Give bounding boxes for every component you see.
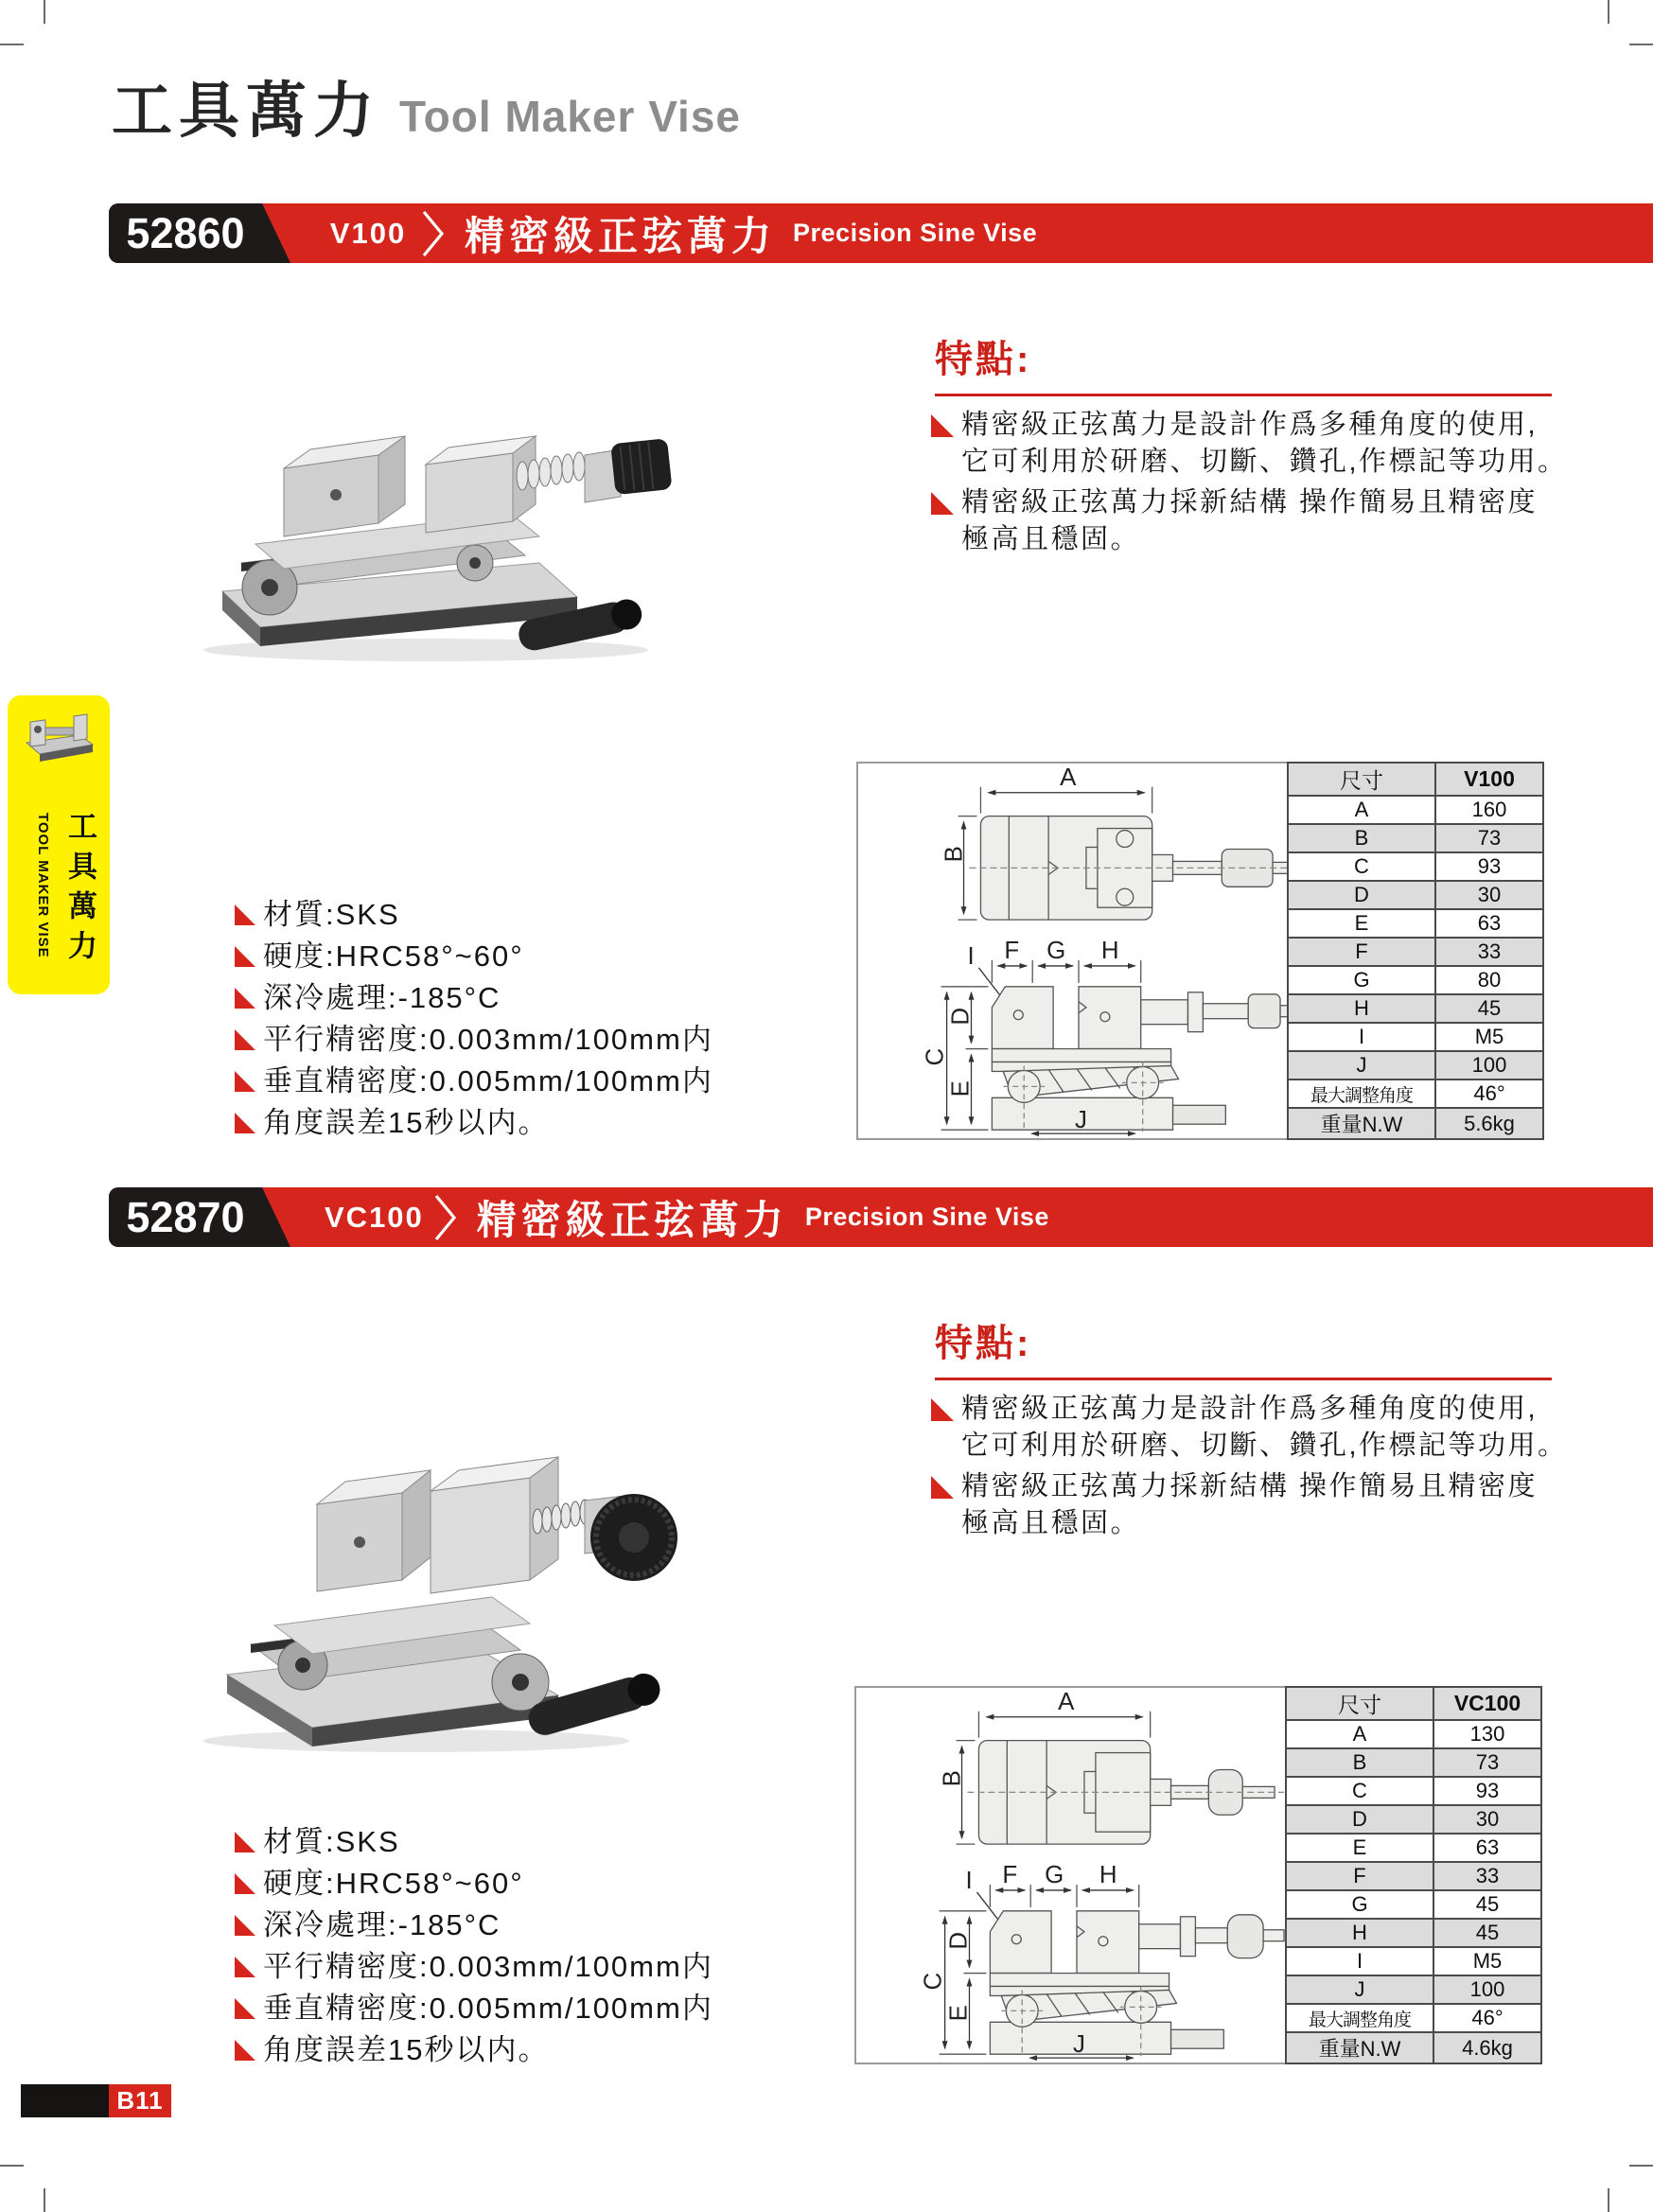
- feature-line: 精密級正弦萬力採新結構 操作簡易且精密度: [961, 1471, 1539, 1501]
- features-list: [931, 407, 1631, 562]
- table-row: [1288, 909, 1543, 938]
- banner-title-zh: 精密級正弦萬力: [476, 1197, 788, 1242]
- table-row: [1286, 2032, 1541, 2063]
- spec-text: 角度誤差15秒以内。: [263, 1106, 550, 1139]
- table-row: [1286, 1947, 1541, 1975]
- dim-label-h: H: [1100, 937, 1119, 964]
- spec-item: [235, 1065, 859, 1097]
- dim-cell: 最大調整角度: [1288, 1080, 1435, 1108]
- table-row: [1288, 852, 1543, 881]
- dim-cell: 重量N.W: [1286, 2032, 1433, 2063]
- product-photo-52860: [142, 279, 672, 667]
- spec-item: [235, 1993, 859, 2025]
- product-code-tag: 52860: [109, 203, 262, 263]
- triangle-bullet-icon: [235, 2040, 255, 2061]
- dim-label-a: A: [1060, 764, 1077, 791]
- feature-item: [931, 484, 1631, 558]
- spec-item: [235, 982, 859, 1014]
- feature-line: 精密級正弦萬力是設計作爲多種角度的使用,: [961, 410, 1539, 440]
- technical-drawing-v100: [860, 764, 1292, 1138]
- dim-label-c: C: [920, 1972, 947, 1991]
- product-code-tag: 52870: [109, 1187, 262, 1247]
- model-label: V100: [329, 216, 407, 250]
- dim-cell: C: [1288, 852, 1435, 881]
- dim-cell: F: [1286, 1862, 1433, 1890]
- crop-mark: [0, 44, 24, 45]
- triangle-bullet-icon: [931, 1476, 954, 1499]
- dim-cell: F: [1288, 938, 1435, 966]
- table-row: [1288, 1108, 1543, 1139]
- table-row: [1288, 796, 1543, 824]
- triangle-bullet-icon: [235, 1957, 255, 1977]
- val-cell: 45: [1433, 1919, 1541, 1947]
- features-heading: 特點:: [935, 339, 1032, 380]
- triangle-bullet-icon: [235, 946, 255, 967]
- chapter-tab-vise-icon: [21, 707, 97, 765]
- dim-cell: B: [1286, 1748, 1433, 1777]
- val-cell: 46°: [1435, 1080, 1543, 1108]
- page-title-en: Tool Maker Vise: [399, 92, 741, 141]
- diagram-box-v100: [856, 762, 1544, 1140]
- dim-cell: E: [1288, 909, 1435, 938]
- dim-label-f: F: [1002, 1861, 1018, 1888]
- chevron-divider-icon: [421, 210, 446, 257]
- spec-item: [235, 1951, 859, 1983]
- spec-item: [235, 2034, 859, 2066]
- table-row: [1288, 881, 1543, 909]
- dim-cell: I: [1288, 1023, 1435, 1051]
- dim-cell: 最大調整角度: [1286, 2004, 1433, 2032]
- dim-cell: A: [1288, 796, 1435, 824]
- triangle-bullet-icon: [931, 414, 954, 437]
- spec-item: [235, 899, 859, 931]
- product-banner-52870: [109, 1187, 1653, 1247]
- dim-label-e: E: [947, 1080, 975, 1097]
- spec-list-52860: [235, 899, 859, 1149]
- features-underline: [935, 1378, 1552, 1380]
- page-number-badge: B11: [109, 2084, 171, 2117]
- table-row: [1286, 1720, 1541, 1748]
- crop-mark: [0, 2165, 24, 2167]
- val-cell: 93: [1433, 1777, 1541, 1805]
- spec-item: [235, 940, 859, 973]
- feature-item: [931, 407, 1631, 481]
- dim-cell: G: [1288, 966, 1435, 994]
- table-row: [1286, 1777, 1541, 1805]
- crop-mark: [1608, 0, 1609, 24]
- banner-title-en: Precision Sine Vise: [793, 219, 1038, 247]
- diagram-box-vc100: [854, 1686, 1542, 2064]
- feature-item: [931, 1468, 1631, 1542]
- spec-text: 材質:SKS: [263, 1825, 400, 1858]
- spec-item: [235, 1868, 859, 1900]
- val-cell: M5: [1435, 1023, 1543, 1051]
- val-cell: V100: [1435, 763, 1543, 796]
- crop-mark: [1608, 2188, 1609, 2212]
- dim-label-e: E: [945, 2005, 973, 2022]
- val-cell: 5.6kg: [1435, 1108, 1543, 1139]
- dimensions-table-vc100: [1285, 1686, 1542, 2064]
- val-cell: 100: [1433, 1975, 1541, 2004]
- dim-label-b: B: [941, 846, 968, 863]
- dim-label-c: C: [922, 1047, 949, 1066]
- dim-label-j: J: [1075, 1107, 1087, 1134]
- triangle-bullet-icon: [235, 988, 255, 1009]
- product-banner-52860: [109, 203, 1653, 263]
- dim-label-i: I: [965, 1867, 973, 1894]
- dim-cell: 尺寸: [1288, 763, 1435, 796]
- val-cell: 33: [1433, 1862, 1541, 1890]
- triangle-bullet-icon: [235, 1832, 255, 1852]
- dim-cell: 重量N.W: [1288, 1108, 1435, 1139]
- dim-label-i: I: [967, 942, 975, 970]
- chapter-tab-label-zh: 工具萬力: [63, 811, 97, 970]
- table-row: [1286, 1748, 1541, 1777]
- dim-cell: D: [1286, 1805, 1433, 1834]
- spec-text: 垂直精密度:0.005mm/100mm内: [263, 1992, 713, 2025]
- dim-cell: 尺寸: [1286, 1687, 1433, 1720]
- feature-line: 它可利用於研磨、切斷、鑽孔,作標記等功用。: [961, 447, 1568, 477]
- dim-label-h: H: [1099, 1861, 1117, 1888]
- dim-cell: J: [1288, 1051, 1435, 1080]
- dim-label-b: B: [939, 1770, 966, 1787]
- feature-line: 它可利用於研磨、切斷、鑽孔,作標記等功用。: [961, 1431, 1568, 1461]
- spec-item: [235, 1909, 859, 1941]
- dim-label-d: D: [947, 1007, 975, 1026]
- val-cell: 46°: [1433, 2004, 1541, 2032]
- val-cell: 30: [1435, 881, 1543, 909]
- val-cell: 45: [1435, 994, 1543, 1023]
- spec-text: 平行精密度:0.003mm/100mm内: [263, 1950, 713, 1983]
- feature-item: [931, 1391, 1631, 1465]
- chapter-tab-tool-maker-vise: [8, 695, 110, 994]
- feature-line: 精密級正弦萬力是設計作爲多種角度的使用,: [961, 1394, 1539, 1424]
- dim-label-j: J: [1073, 2031, 1085, 2059]
- table-row: [1286, 1975, 1541, 2004]
- triangle-bullet-icon: [235, 1029, 255, 1050]
- footer-black-bar: [21, 2084, 109, 2117]
- crop-mark: [44, 2188, 45, 2212]
- table-row: [1288, 966, 1543, 994]
- banner-title-en: Precision Sine Vise: [804, 1203, 1049, 1231]
- features-underline: [935, 394, 1552, 396]
- val-cell: 63: [1433, 1834, 1541, 1862]
- triangle-bullet-icon: [235, 1873, 255, 1894]
- crop-mark: [1629, 44, 1653, 45]
- spec-text: 平行精密度:0.003mm/100mm内: [263, 1023, 713, 1056]
- technical-drawing-vc100: [858, 1688, 1290, 2063]
- table-row: [1288, 824, 1543, 852]
- banner-title-zh: 精密級正弦萬力: [465, 213, 777, 258]
- dim-cell: B: [1288, 824, 1435, 852]
- table-row: [1288, 994, 1543, 1023]
- triangle-bullet-icon: [235, 1915, 255, 1936]
- val-cell: 33: [1435, 938, 1543, 966]
- table-header-row: [1286, 1687, 1541, 1720]
- table-row: [1286, 1805, 1541, 1834]
- crop-mark: [1629, 2165, 1653, 2167]
- chevron-divider-icon: [433, 1194, 458, 1241]
- dim-cell: H: [1286, 1919, 1433, 1947]
- model-label: VC100: [325, 1200, 424, 1234]
- val-cell: 160: [1435, 796, 1543, 824]
- chapter-tab-label-en: TOOL MAKER VISE: [35, 813, 51, 958]
- table-header-row: [1288, 763, 1543, 796]
- spec-item: [235, 1024, 859, 1056]
- spec-text: 深冷處理:-185°C: [263, 981, 501, 1014]
- dim-label-a: A: [1058, 1688, 1075, 1715]
- dim-cell: J: [1286, 1975, 1433, 2004]
- features-heading: 特點:: [935, 1323, 1032, 1364]
- triangle-bullet-icon: [235, 904, 255, 925]
- val-cell: 93: [1435, 852, 1543, 881]
- dim-cell: G: [1286, 1890, 1433, 1919]
- table-row: [1288, 938, 1543, 966]
- dim-label-d: D: [945, 1931, 973, 1950]
- dimensions-table-v100: [1287, 762, 1544, 1140]
- spec-text: 材質:SKS: [263, 898, 400, 931]
- tag-slant: [262, 203, 290, 263]
- dim-cell: D: [1288, 881, 1435, 909]
- val-cell: 130: [1433, 1720, 1541, 1748]
- table-row: [1286, 1834, 1541, 1862]
- table-row: [1288, 1051, 1543, 1080]
- dim-label-g: G: [1045, 1861, 1064, 1888]
- table-row: [1286, 1890, 1541, 1919]
- val-cell: 30: [1433, 1805, 1541, 1834]
- table-row: [1286, 1919, 1541, 1947]
- triangle-bullet-icon: [235, 1071, 255, 1092]
- spec-text: 深冷處理:-185°C: [263, 1908, 501, 1941]
- val-cell: 100: [1435, 1051, 1543, 1080]
- dim-label-g: G: [1046, 937, 1066, 964]
- triangle-bullet-icon: [931, 1398, 954, 1421]
- tag-slant: [262, 1187, 290, 1247]
- dim-cell: C: [1286, 1777, 1433, 1805]
- dim-cell: H: [1288, 994, 1435, 1023]
- features-list: [931, 1391, 1631, 1546]
- table-row: [1286, 2004, 1541, 2032]
- triangle-bullet-icon: [931, 492, 954, 515]
- page-title: [112, 62, 741, 149]
- product-photo-52870: [161, 1268, 681, 1760]
- dim-label-f: F: [1004, 937, 1020, 964]
- dim-cell: I: [1286, 1947, 1433, 1975]
- spec-text: 垂直精密度:0.005mm/100mm内: [263, 1064, 713, 1097]
- feature-line: 精密級正弦萬力採新結構 操作簡易且精密度: [961, 487, 1539, 518]
- val-cell: 4.6kg: [1433, 2032, 1541, 2063]
- val-cell: 63: [1435, 909, 1543, 938]
- triangle-bullet-icon: [235, 1113, 255, 1133]
- spec-list-52870: [235, 1826, 859, 2076]
- spec-item: [235, 1107, 859, 1139]
- spec-text: 硬度:HRC58°~60°: [263, 939, 524, 973]
- page-title-zh: 工具萬力: [112, 77, 380, 145]
- val-cell: 73: [1433, 1748, 1541, 1777]
- feature-line: 極高且穩固。: [961, 1508, 1141, 1538]
- val-cell: 80: [1435, 966, 1543, 994]
- val-cell: M5: [1433, 1947, 1541, 1975]
- table-row: [1288, 1080, 1543, 1108]
- crop-mark: [44, 0, 45, 24]
- dim-cell: E: [1286, 1834, 1433, 1862]
- table-row: [1288, 1023, 1543, 1051]
- spec-item: [235, 1826, 859, 1858]
- dim-cell: A: [1286, 1720, 1433, 1748]
- spec-text: 角度誤差15秒以内。: [263, 2033, 550, 2066]
- spec-text: 硬度:HRC58°~60°: [263, 1867, 524, 1900]
- val-cell: VC100: [1433, 1687, 1541, 1720]
- table-row: [1286, 1862, 1541, 1890]
- val-cell: 73: [1435, 824, 1543, 852]
- triangle-bullet-icon: [235, 1998, 255, 2019]
- val-cell: 45: [1433, 1890, 1541, 1919]
- feature-line: 極高且穩固。: [961, 524, 1141, 554]
